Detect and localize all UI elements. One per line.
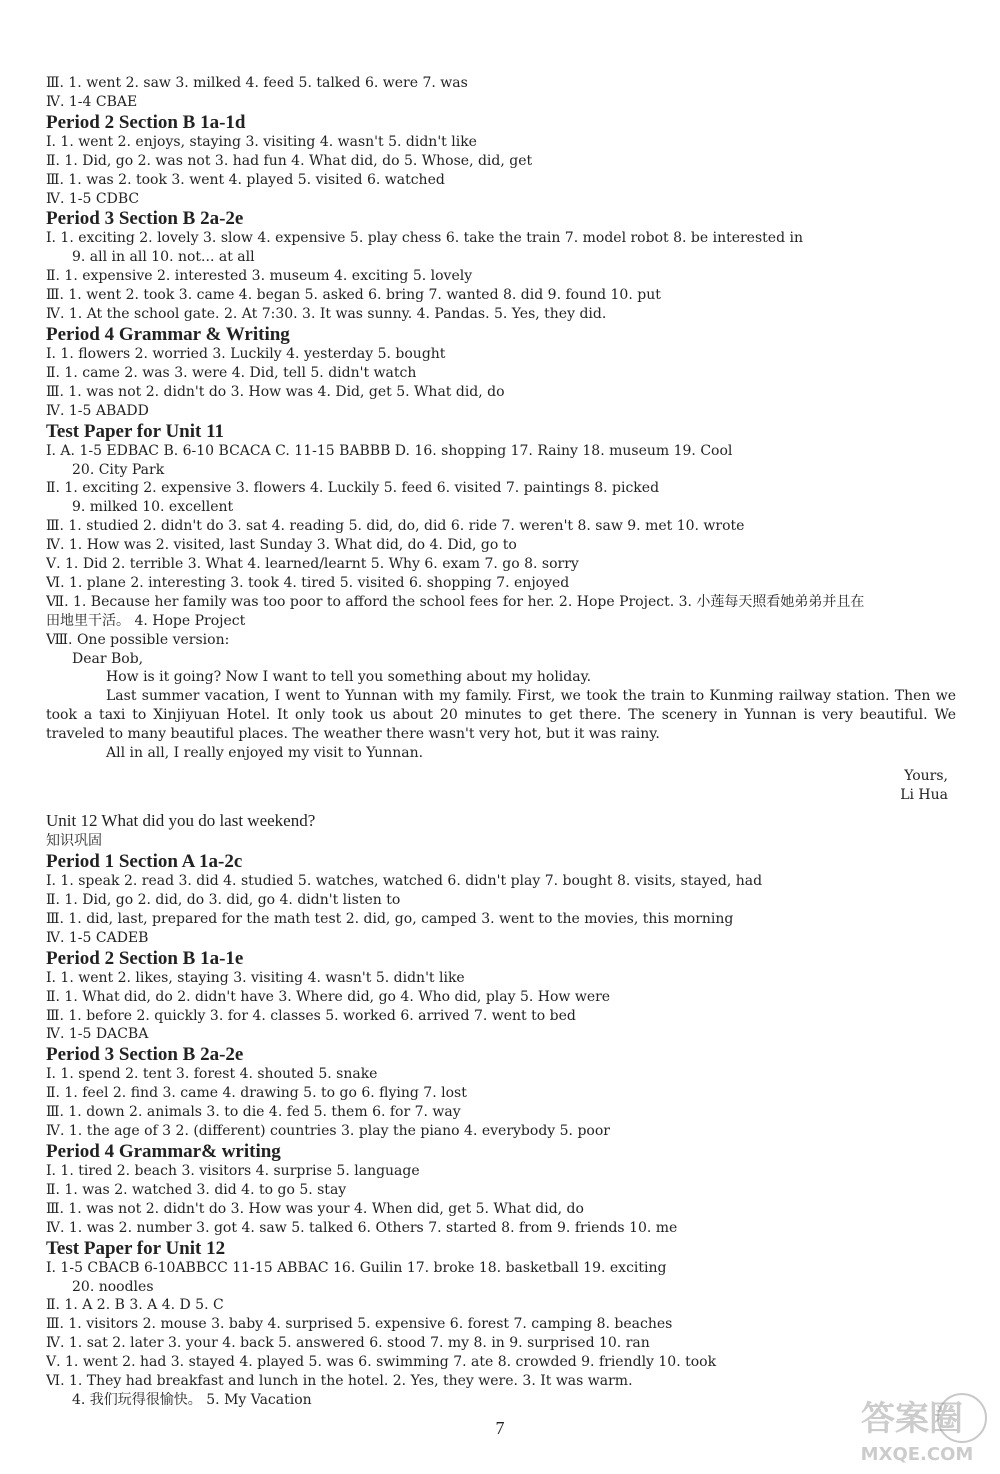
answer-line: 田地里干活。 4. Hope Project (46, 612, 246, 629)
answer-line: Ⅱ. 1. Did, go 2. was not 3. had fun 4. What did, do 5. Whose, did, get (46, 152, 533, 169)
answer-line: Ⅱ. 1. came 2. was 3. were 4. Did, tell 5. didn't watch (46, 364, 417, 381)
answer-line: 9. milked 10. excellent (72, 499, 234, 516)
answer-line: Ⅲ. 1. went 2. took 3. came 4. began 5. asked 6. bring 7. wanted 8. did 9. found 10. put (46, 287, 661, 304)
answer-line: Ⅲ. 1. was 2. took 3. went 4. played 5. visited 6. watched (46, 171, 445, 188)
test-paper-heading: Test Paper for Unit 12 (46, 1237, 226, 1259)
answer-line: Ⅱ. 1. expensive 2. interested 3. museum 4. exciting 5. lovely (46, 268, 473, 285)
answer-line: Ⅳ. 1-5 CADEB (46, 929, 149, 946)
section-subtitle: 知识巩固 (46, 833, 102, 850)
answer-line: Ⅴ. 1. went 2. had 3. stayed 4. played 5. was 6. swimming 7. ate 8. crowded 9. friendly 10. took (46, 1354, 717, 1371)
answer-line: Ⅳ. 1-5 CDBC (46, 190, 140, 207)
unit-title: Unit 12 What did you do last weekend? (46, 811, 316, 831)
answer-line: Ⅱ. 1. was 2. watched 3. did 4. to go 5. stay (46, 1181, 347, 1198)
answer-line: 4. 我们玩得很愉快。 5. My Vacation (72, 1391, 312, 1408)
answer-line: 9. all in all 10. not... at all (72, 249, 255, 266)
answer-line: Ⅲ. 1. was not 2. didn't do 3. How was your 4. When did, get 5. What did, do (46, 1200, 584, 1217)
period-heading: Period 1 Section A 1a-2c (46, 851, 243, 873)
answer-line: Ⅰ. 1. tired 2. beach 3. visitors 4. surprise 5. language (46, 1162, 420, 1179)
letter-closing: Yours, (904, 768, 948, 785)
answer-line: Ⅲ. 1. studied 2. didn't do 3. sat 4. reading 5. did, do, did 6. ride 7. weren't 8. saw 9. met 10. wrote (46, 518, 745, 535)
answer-line: Ⅱ. 1. feel 2. find 3. came 4. drawing 5. to go 6. flying 7. lost (46, 1085, 467, 1102)
answer-line: Ⅵ. 1. plane 2. interesting 3. took 4. tired 5. visited 6. shopping 7. enjoyed (46, 574, 570, 591)
answer-line: Ⅰ. 1. speak 2. read 3. did 4. studied 5. watches, watched 6. didn't play 7. bought 8. visits, stayed, had (46, 873, 763, 890)
answer-line: Ⅰ. 1. spend 2. tent 3. forest 4. shouted 5. snake (46, 1066, 378, 1083)
answer-line: Ⅱ. 1. What did, do 2. didn't have 3. Where did, go 4. Who did, play 5. How were (46, 988, 611, 1005)
answer-line: Ⅳ. 1. How was 2. visited, last Sunday 3. What did, do 4. Did, go to (46, 537, 517, 554)
answer-line: Ⅲ. 1. was not 2. didn't do 3. How was 4. Did, get 5. What did, do (46, 383, 505, 400)
answer-line: Ⅳ. 1. was 2. number 3. got 4. saw 5. talked 6. Others 7. started 8. from 9. friends 10. me (46, 1219, 678, 1236)
answer-line: Ⅰ. 1-5 CBACB 6-10ABBCC 11-15 ABBAC 16. Guilin 17. broke 18. basketball 19. exciting (46, 1259, 667, 1276)
svg-text:答案圈: 答案圈 (861, 1399, 963, 1439)
page-number: 7 (495, 1418, 505, 1438)
answer-line: Ⅲ. 1. down 2. animals 3. to die 4. fed 5. them 6. for 7. way (46, 1104, 461, 1121)
period-heading: Period 3 Section B 2a-2e (46, 1044, 244, 1066)
period-heading: Period 4 Grammar& writing (46, 1140, 281, 1162)
letter-paragraph: All in all, I really enjoyed my visit to Yunnan. (106, 745, 424, 762)
answer-page (46, 74, 956, 1410)
letter-paragraph: Last summer vacation, I went to Yunnan with my family. First, we took the train to Kunming railway station. Then we took a taxi to Xinjiyuan Hotel. It only took us about 20 minutes to get there. The scenery in Yunnan is very beautiful. We traveled to many beautiful places. The weather there wasn't very hot, but it was rainy. (46, 688, 956, 743)
answer-line: Ⅱ. 1. A 2. B 3. A 4. D 5. C (46, 1297, 224, 1314)
letter-signature: Li Hua (900, 787, 948, 804)
sample-letter (46, 650, 956, 806)
answer-line: Ⅲ. 1. did, last, prepared for the math test 2. did, go, camped 3. went to the movies, this morning (46, 910, 734, 927)
answer-line: Ⅵ. 1. They had breakfast and lunch in the hotel. 2. Yes, they were. 3. It was warm. (46, 1373, 633, 1390)
watermark-logo (842, 1388, 992, 1468)
answer-line: Ⅲ. 1. before 2. quickly 3. for 4. classes 5. worked 6. arrived 7. went to bed (46, 1007, 576, 1024)
letter-paragraph: How is it going? Now I want to tell you something about my holiday. (106, 669, 592, 686)
answer-line: Ⅳ. 1-5 DACBA (46, 1026, 149, 1043)
answer-line: Ⅱ. 1. Did, go 2. did, do 3. did, go 4. didn't listen to (46, 892, 401, 908)
period-heading: Period 2 Section B 1a-1d (46, 111, 246, 133)
period-heading: Period 2 Section B 1a-1e (46, 947, 244, 969)
answer-line: Ⅳ. 1. the age of 3 2. (different) countries 3. play the piano 4. everybody 5. poor (46, 1123, 610, 1140)
answer-line: Ⅴ. 1. Did 2. terrible 3. What 4. learned/learnt 5. Why 6. exam 7. go 8. sorry (46, 556, 579, 573)
answer-line: Ⅰ. 1. flowers 2. worried 3. Luckily 4. yesterday 5. bought (46, 345, 446, 362)
answer-line: Ⅰ. 1. went 2. likes, staying 3. visiting 4. wasn't 5. didn't like (46, 969, 465, 986)
answer-line: Ⅳ. 1. At the school gate. 2. At 7:30. 3. It was sunny. 4. Pandas. 5. Yes, they did. (46, 306, 607, 323)
answer-line: Ⅷ. One possible version: (46, 631, 230, 648)
answer-line: Ⅶ. 1. Because her family was too poor to afford the school fees for her. 2. Hope Project. 3. 小莲每天照看她弟弟并且在 (46, 593, 865, 610)
answer-line: Ⅱ. 1. exciting 2. expensive 3. flowers 4. Luckily 5. feed 6. visited 7. paintings 8. picked (46, 480, 660, 497)
test-paper-heading: Test Paper for Unit 11 (46, 420, 225, 442)
answer-line: Ⅰ. A. 1-5 EDBAC B. 6-10 BCACA C. 11-15 BABBB D. 16. shopping 17. Rainy 18. museum 19. Cool (46, 442, 733, 459)
answer-line: 20. noodles (72, 1278, 154, 1295)
answer-line: Ⅳ. 1. sat 2. later 3. your 4. back 5. answered 6. stood 7. my 8. in 9. surprised 10. ran (46, 1335, 650, 1352)
answer-line: Ⅲ. 1. visitors 2. mouse 3. baby 4. surprised 5. expensive 6. forest 7. camping 8. beaches (46, 1316, 673, 1333)
letter-greeting: Dear Bob, (72, 650, 144, 667)
answer-line: Ⅰ. 1. exciting 2. lovely 3. slow 4. expensive 5. play chess 6. take the train 7. model robot 8. be interested in (46, 230, 803, 247)
answer-line: Ⅳ. 1-4 CBAE (46, 93, 138, 110)
period-heading: Period 3 Section B 2a-2e (46, 208, 244, 230)
svg-text:MXQE.COM: MXQE.COM (860, 1444, 974, 1465)
period-heading: Period 4 Grammar & Writing (46, 323, 290, 345)
answer-line: 20. City Park (72, 461, 165, 478)
answer-line: Ⅲ. 1. went 2. saw 3. milked 4. feed 5. talked 6. were 7. was (46, 75, 468, 91)
answer-line: Ⅳ. 1-5 ABADD (46, 402, 149, 419)
answer-line: Ⅰ. 1. went 2. enjoys, staying 3. visiting 4. wasn't 5. didn't like (46, 133, 477, 150)
